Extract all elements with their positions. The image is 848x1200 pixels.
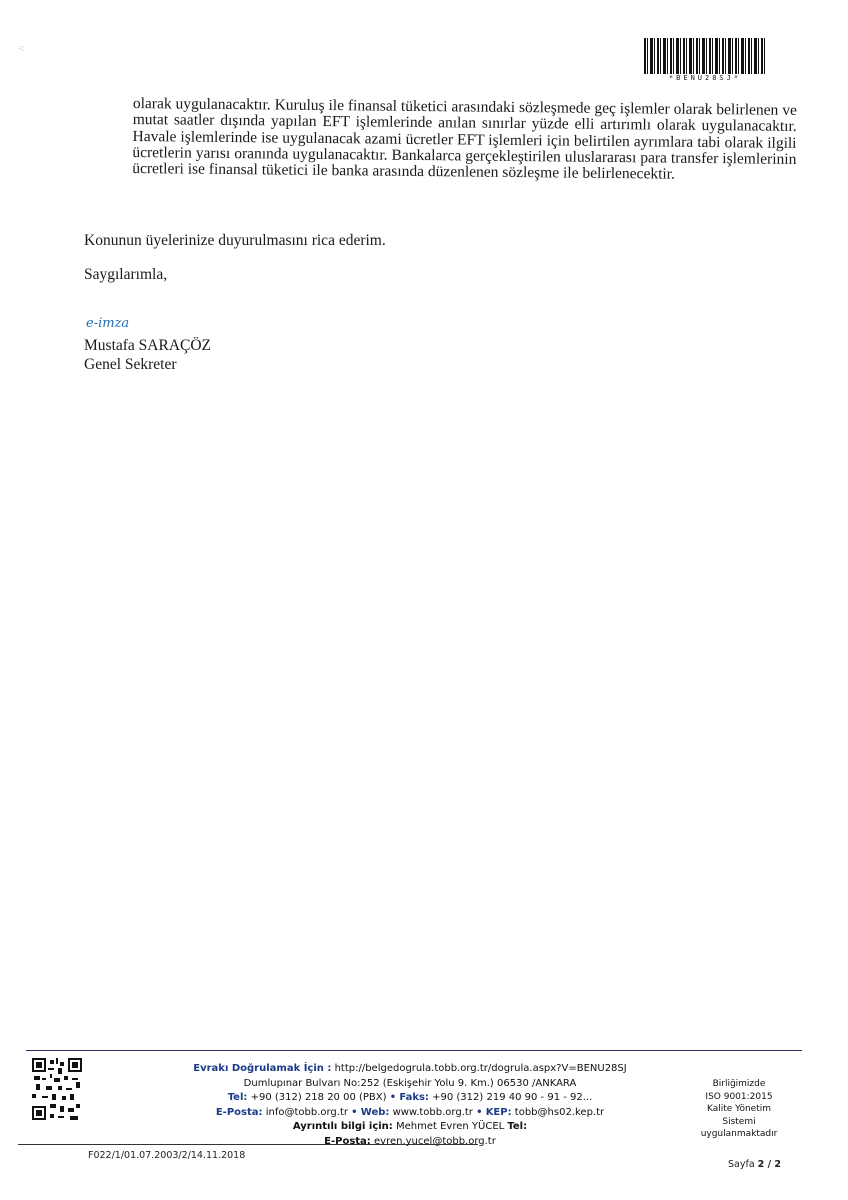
address-line: Dumlupınar Bulvarı No:252 (Eskişehir Yolu 9. Km.) 06530 /ANKARA [243, 1077, 577, 1089]
body-paragraph: olarak uygulanacaktır. Kuruluş ile finansal tüketici arasındaki sözleşmede geç işlemler olarak belirlenen ve mutat saatler dışında yapılan EFT işlemlerinde anılan sınırlar yüzde elli artırımlı olarak uygulanacaktır. Havale işlemlerinde ise uygulanacak azami ücretler EFT işlemleri için belirtilen ayrımlara tabi olarak ilgili ücretlerin yarısı oranında uygulanacaktır. Bankalarca gerçekleştirilen uluslararası para transfer işlemlerinin ücretleri ise finansal tüketici ile banka arasında düzenlenen sözleşme ile belirlenecektir. [132, 95, 797, 183]
bullet-icon: • [351, 1106, 358, 1118]
fax-label: Faks: [399, 1092, 429, 1103]
email-label: E-Posta: [215, 1106, 263, 1118]
document-barcode [644, 38, 766, 82]
contact-email-label: E-Posta: [324, 1135, 371, 1147]
page-value: 2 / 2 [757, 1159, 781, 1170]
email-value[interactable]: info@tobb.org.tr [265, 1106, 348, 1118]
footer-divider [26, 1050, 802, 1051]
scan-mark: ⁖ [18, 44, 24, 55]
footer-contact-block [130, 1062, 690, 1149]
kep-value[interactable]: tobb@hs02.kep.tr [514, 1106, 605, 1118]
bullet-icon: • [389, 1092, 397, 1103]
signer-name: Mustafa SARAÇÖZ [84, 337, 212, 354]
document-code: F022/1/01.07.2003/2/14.11.2018 [88, 1150, 246, 1161]
tel-label: Tel: [227, 1092, 248, 1103]
kep-label: KEP: [485, 1106, 512, 1118]
contact-email-line [130, 1135, 690, 1150]
iso-line: Kalite Yönetim [706, 1104, 772, 1114]
verify-label: Evrakı Doğrulamak İçin : [193, 1063, 332, 1074]
barcode-text: *BENU28SJ* [668, 74, 742, 82]
contact-label: Ayrıntılı bilgi için: [292, 1121, 393, 1132]
phone-line [130, 1091, 690, 1106]
contact-email[interactable]: evren.yucel@tobb.org.tr [374, 1135, 496, 1147]
web-value[interactable]: www.tobb.org.tr [392, 1106, 473, 1118]
page-label: Sayfa [728, 1159, 755, 1170]
signer-title: Genel Sekreter [84, 356, 177, 373]
contact-tel-label: Tel: [507, 1121, 528, 1132]
iso-line: Sistemi [722, 1116, 756, 1127]
iso-line: Birliğimizde [712, 1079, 766, 1089]
iso-line: uygulanmaktadır [700, 1129, 778, 1139]
verify-url[interactable]: http://belgedogrula.tobb.org.tr/dogrula.aspx?V=BENU28SJ [334, 1063, 627, 1074]
contact-line [130, 1120, 690, 1135]
iso-line: ISO 9001:2015 [705, 1091, 773, 1102]
barcode-bars [644, 38, 766, 74]
page-number [728, 1159, 781, 1170]
iso-certification-note [690, 1078, 788, 1141]
contact-name: Mehmet Evren YÜCEL [396, 1121, 505, 1132]
doc-code-divider [18, 1144, 478, 1145]
verification-line [130, 1062, 690, 1077]
tel-value: +90 (312) 218 20 00 (PBX) [250, 1092, 387, 1103]
fax-value: +90 (312) 219 40 90 - 91 - 92... [432, 1092, 593, 1103]
e-signature-mark: e-imza [86, 316, 130, 331]
web-label: Web: [360, 1106, 390, 1118]
bullet-icon: • [476, 1106, 483, 1118]
verification-qr-code [32, 1058, 82, 1120]
web-line [130, 1106, 690, 1121]
request-line: Konunun üyelerinize duyurulmasını rica ederim. [84, 232, 386, 249]
closing-line: Saygılarımla, [84, 266, 168, 283]
